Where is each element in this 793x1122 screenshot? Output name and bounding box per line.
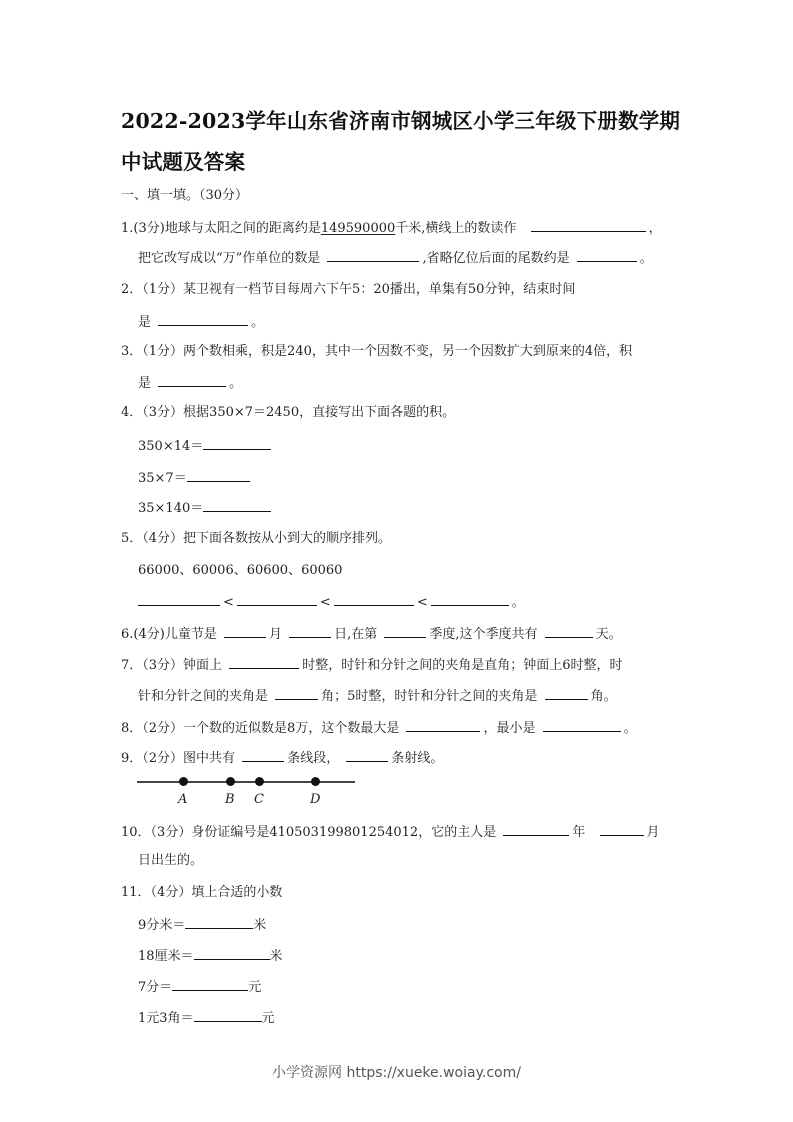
less-than-sign: < [223, 595, 234, 610]
q6-blank-month[interactable] [224, 624, 266, 638]
less-than-sign: < [416, 595, 428, 610]
q8-blank-max[interactable] [406, 718, 480, 732]
question-8 [121, 718, 637, 738]
point-a-dot [179, 777, 188, 786]
q3-text: 。 [229, 376, 243, 391]
q10-blank-month[interactable] [600, 822, 644, 836]
q8-text: 。 [623, 721, 637, 736]
q11-expression: 18厘米＝ [138, 949, 194, 964]
q11-item [138, 946, 283, 966]
q6-text: 季度,这个季度共有 [429, 627, 538, 642]
q4-expression: 350×14＝ [138, 439, 204, 454]
q11-item [138, 1008, 275, 1028]
q11-unit: 元 [261, 1011, 275, 1026]
q4-item [138, 468, 253, 488]
q9-text: 条线段， [287, 751, 340, 766]
question-7-line1 [121, 655, 622, 675]
q2-text: 是 [138, 315, 152, 330]
question-3-line2 [138, 373, 242, 393]
q5-numbers: 66000、60006、60600、60060 [138, 563, 343, 578]
question-2-line1: 2．（1分）某卫视有一档节目每周六下午5：20播出，单集有50分钟，结束时间 [121, 282, 576, 297]
q11-blank[interactable] [194, 1008, 262, 1022]
q7-text: 针和分针之间的夹角是 [138, 689, 269, 704]
q6-text: 月 [268, 627, 282, 642]
q1-text: ， [648, 221, 662, 236]
q9-text: 条射线。 [391, 751, 444, 766]
q10-text: 月 [646, 825, 660, 840]
q7-text: 时整，时针和分针之间的夹角是直角；钟面上6时整，时 [302, 658, 623, 673]
q9-blank-rays[interactable] [346, 748, 388, 762]
point-c-label: C [254, 792, 264, 807]
q1-blank-yi[interactable] [577, 248, 637, 262]
question-10-line1 [121, 822, 660, 842]
question-4-prompt: 4．（3分）根据350×7＝2450，直接写出下面各题的积。 [121, 405, 456, 420]
point-d-dot [311, 777, 320, 786]
q11-unit: 米 [253, 918, 267, 933]
q3-text: 是 [138, 376, 152, 391]
q10-text: 10．（3分）身份证编号是410503199801254012，它的主人是 [121, 825, 497, 840]
q11-expression: 1元3角＝ [138, 1011, 194, 1026]
q4-blank[interactable] [203, 498, 271, 512]
q2-text: 。 [251, 315, 265, 330]
q4-blank[interactable] [187, 468, 250, 482]
question-2-line2 [138, 312, 264, 332]
q4-blank[interactable] [203, 436, 271, 450]
q7-blank-hour[interactable] [229, 655, 299, 669]
question-10-line2: 日出生的。 [138, 853, 204, 868]
q4-expression: 35×7＝ [138, 471, 187, 486]
q5-text: 。 [511, 595, 525, 610]
question-11-prompt: 11．（4分）填上合适的小数 [121, 885, 283, 900]
q8-text: 8．（2分）一个数的近似数是8万，这个数最大是 [121, 721, 400, 736]
q6-blank-quarter[interactable] [384, 624, 426, 638]
question-3-line1: 3．（1分）两个数相乘，积是240，其中一个因数不变，另一个因数扩大到原来的4倍，积 [121, 344, 633, 359]
q4-item [138, 436, 274, 456]
q2-blank[interactable] [158, 312, 248, 326]
q6-text: 天。 [595, 627, 622, 642]
question-5-prompt: 5．（4分）把下面各数按从小到大的顺序排列。 [121, 531, 392, 546]
q1-text: 千米,横线上的数读作 [395, 221, 517, 236]
q3-blank[interactable] [158, 373, 226, 387]
point-d-label: D [310, 792, 321, 807]
q5-blank[interactable] [334, 592, 414, 606]
q7-text: 角；5时整，时针和分针之间的夹角是 [321, 689, 538, 704]
section-heading: 一、填一填。（30分） [121, 188, 249, 203]
q11-item [138, 977, 261, 997]
line-points-figure [137, 772, 357, 808]
q8-text: ，最小是 [483, 721, 536, 736]
q8-blank-min[interactable] [543, 718, 621, 732]
less-than-sign: < [319, 595, 331, 610]
q1-text: 1.(3分)地球与太阳之间的距离约是 [121, 221, 321, 236]
q11-blank[interactable] [172, 977, 248, 991]
footer-watermark: 小学资源网 https://xueke.woiay.com/ [272, 1065, 521, 1081]
q1-blank-wan[interactable] [327, 248, 419, 262]
q6-text: 6.(4分)儿童节是 [121, 627, 217, 642]
q5-blank[interactable] [431, 592, 509, 606]
q4-expression: 35×140＝ [138, 501, 204, 516]
question-6 [121, 624, 622, 644]
q9-blank-segments[interactable] [242, 748, 284, 762]
point-b-label: B [225, 792, 235, 807]
q1-text: 把它改写成以“万”作单位的数是 [138, 251, 321, 266]
q5-order-row [138, 592, 525, 612]
question-7-line2 [138, 686, 617, 706]
document-title-line2: 中试题及答案 [121, 150, 246, 174]
q11-unit: 元 [248, 980, 262, 995]
q10-blank-year[interactable] [503, 822, 569, 836]
q5-blank[interactable] [237, 592, 317, 606]
question-1-line2 [138, 248, 653, 268]
document-title-line1: 2022-2023学年山东省济南市钢城区小学三年级下册数学期 [121, 109, 681, 133]
q9-text: 9．（2分）图中共有 [121, 751, 236, 766]
q6-blank-days[interactable] [545, 624, 593, 638]
q7-blank-angle5[interactable] [545, 686, 588, 700]
question-1-line1 [121, 218, 662, 238]
q7-blank-angle6[interactable] [275, 686, 318, 700]
point-a-label: A [178, 792, 188, 807]
question-9 [121, 748, 443, 768]
q1-text: ,省略亿位后面的尾数约是 [422, 251, 570, 266]
q1-blank-reading[interactable] [531, 218, 646, 232]
point-c-dot [255, 777, 264, 786]
q11-blank[interactable] [185, 915, 253, 929]
q1-text: 。 [639, 251, 653, 266]
q4-item [138, 498, 274, 518]
q11-blank[interactable] [194, 946, 270, 960]
q10-text: 年 [572, 825, 586, 840]
line-axis [137, 781, 355, 783]
q6-text: 日,在第 [334, 627, 378, 642]
q6-blank-day[interactable] [289, 624, 331, 638]
q7-text: 角。 [590, 689, 617, 704]
q7-text: 7．（3分）钟面上 [121, 658, 223, 673]
q5-blank[interactable] [138, 592, 220, 606]
q1-distance-number: 149590000 [320, 221, 396, 236]
q11-item [138, 915, 266, 935]
q11-unit: 米 [269, 949, 283, 964]
q11-expression: 9分米＝ [138, 918, 186, 933]
q11-expression: 7分＝ [138, 980, 173, 995]
point-b-dot [226, 777, 235, 786]
